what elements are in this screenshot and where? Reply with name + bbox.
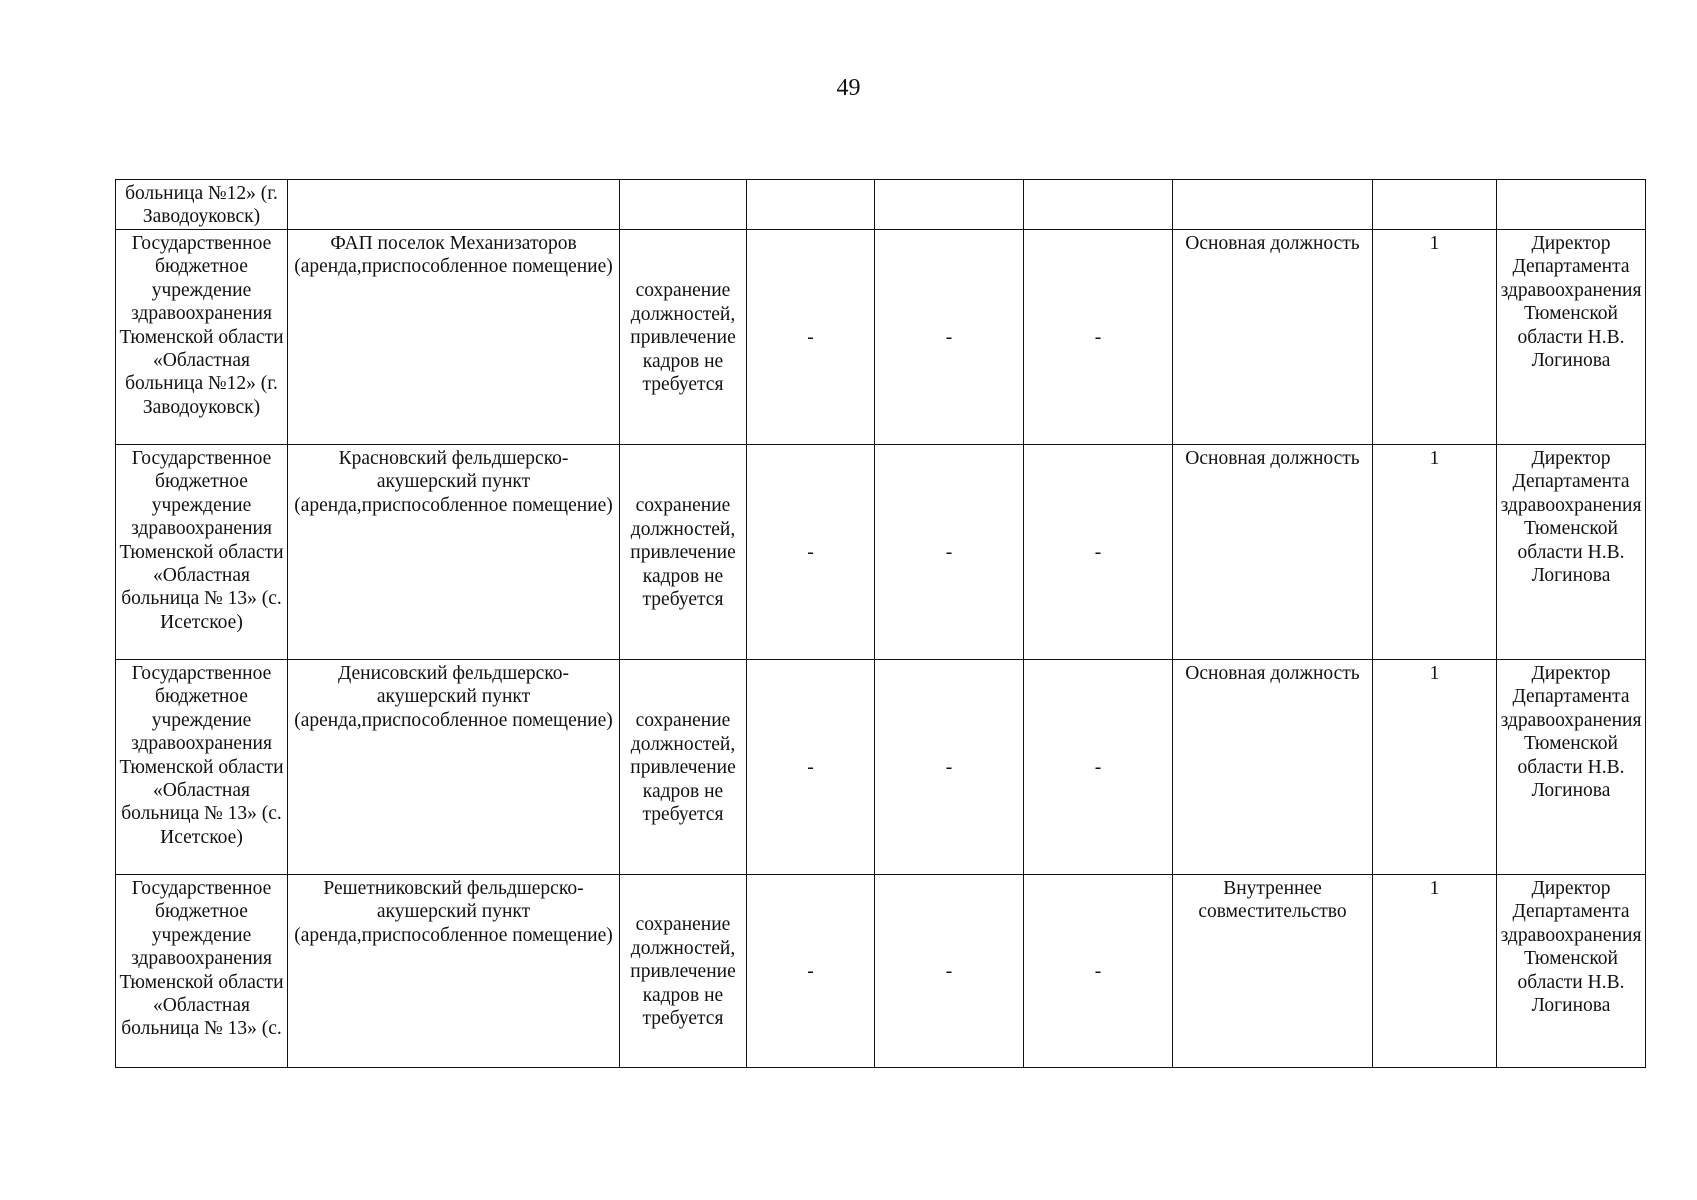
col6-cell	[1024, 180, 1173, 230]
position-type-cell: Основная должность	[1173, 660, 1373, 875]
responsible-cell: Директор Департамента здравоохранения Тюменской области Н.В. Логинова	[1497, 230, 1646, 445]
col5-cell: -	[875, 660, 1024, 875]
col4-cell: -	[747, 660, 875, 875]
table-row	[116, 445, 1646, 660]
count-cell: 1	[1373, 660, 1497, 875]
measures-cell	[620, 180, 747, 230]
institution-cell: больница №12» (г. Заводоуковск)	[116, 180, 288, 230]
count-cell: 1	[1373, 445, 1497, 660]
facility-cell: Денисовский фельдшерско-акушерский пункт (аренда,приспособленное помещение)	[288, 660, 620, 875]
col4-cell	[747, 180, 875, 230]
responsible-cell: Директор Департамента здравоохранения Тюменской области Н.В. Логинова	[1497, 875, 1646, 1068]
measures-cell: сохранение должностей, привлечение кадров не требуется	[620, 660, 747, 875]
measures-cell: сохранение должностей, привлечение кадров не требуется	[620, 230, 747, 445]
position-type-cell	[1173, 180, 1373, 230]
institution-cell: Государственное бюджетное учреждение здравоохранения Тюменской области «Областная больница № 13» (с. Исетское)	[116, 445, 288, 660]
col6-cell: -	[1024, 230, 1173, 445]
responsible-cell	[1497, 180, 1646, 230]
position-type-cell: Основная должность	[1173, 445, 1373, 660]
count-cell	[1373, 180, 1497, 230]
institution-cell: Государственное бюджетное учреждение здравоохранения Тюменской области «Областная больница №12» (г. Заводоуковск)	[116, 230, 288, 445]
col6-cell: -	[1024, 445, 1173, 660]
page-number: 49	[836, 75, 861, 101]
institution-cell: Государственное бюджетное учреждение здравоохранения Тюменской области «Областная больница № 13» (с.	[116, 875, 288, 1068]
staffing-table	[115, 179, 1646, 1068]
responsible-cell: Директор Департамента здравоохранения Тюменской области Н.В. Логинова	[1497, 445, 1646, 660]
position-type-cell: Основная должность	[1173, 230, 1373, 445]
table-row	[116, 660, 1646, 875]
institution-cell: Государственное бюджетное учреждение здравоохранения Тюменской области «Областная больница № 13» (с. Исетское)	[116, 660, 288, 875]
facility-cell: Красновский фельдшерско-акушерский пункт (аренда,приспособленное помещение)	[288, 445, 620, 660]
col4-cell: -	[747, 230, 875, 445]
facility-cell: ФАП поселок Механизаторов (аренда,приспособленное помещение)	[288, 230, 620, 445]
responsible-cell: Директор Департамента здравоохранения Тюменской области Н.В. Логинова	[1497, 660, 1646, 875]
measures-cell: сохранение должностей, привлечение кадров не требуется	[620, 875, 747, 1068]
facility-cell: Решетниковский фельдшерско-акушерский пункт (аренда,приспособленное помещение)	[288, 875, 620, 1068]
table-row	[116, 230, 1646, 445]
col4-cell: -	[747, 445, 875, 660]
position-type-cell: Внутреннее совместительство	[1173, 875, 1373, 1068]
col5-cell: -	[875, 875, 1024, 1068]
table-row	[116, 875, 1646, 1068]
col5-cell: -	[875, 445, 1024, 660]
col6-cell: -	[1024, 875, 1173, 1068]
table-row-continued	[116, 180, 1646, 230]
count-cell: 1	[1373, 875, 1497, 1068]
col5-cell	[875, 180, 1024, 230]
col5-cell: -	[875, 230, 1024, 445]
col4-cell: -	[747, 875, 875, 1068]
measures-cell: сохранение должностей, привлечение кадров не требуется	[620, 445, 747, 660]
facility-cell	[288, 180, 620, 230]
col6-cell: -	[1024, 660, 1173, 875]
count-cell: 1	[1373, 230, 1497, 445]
